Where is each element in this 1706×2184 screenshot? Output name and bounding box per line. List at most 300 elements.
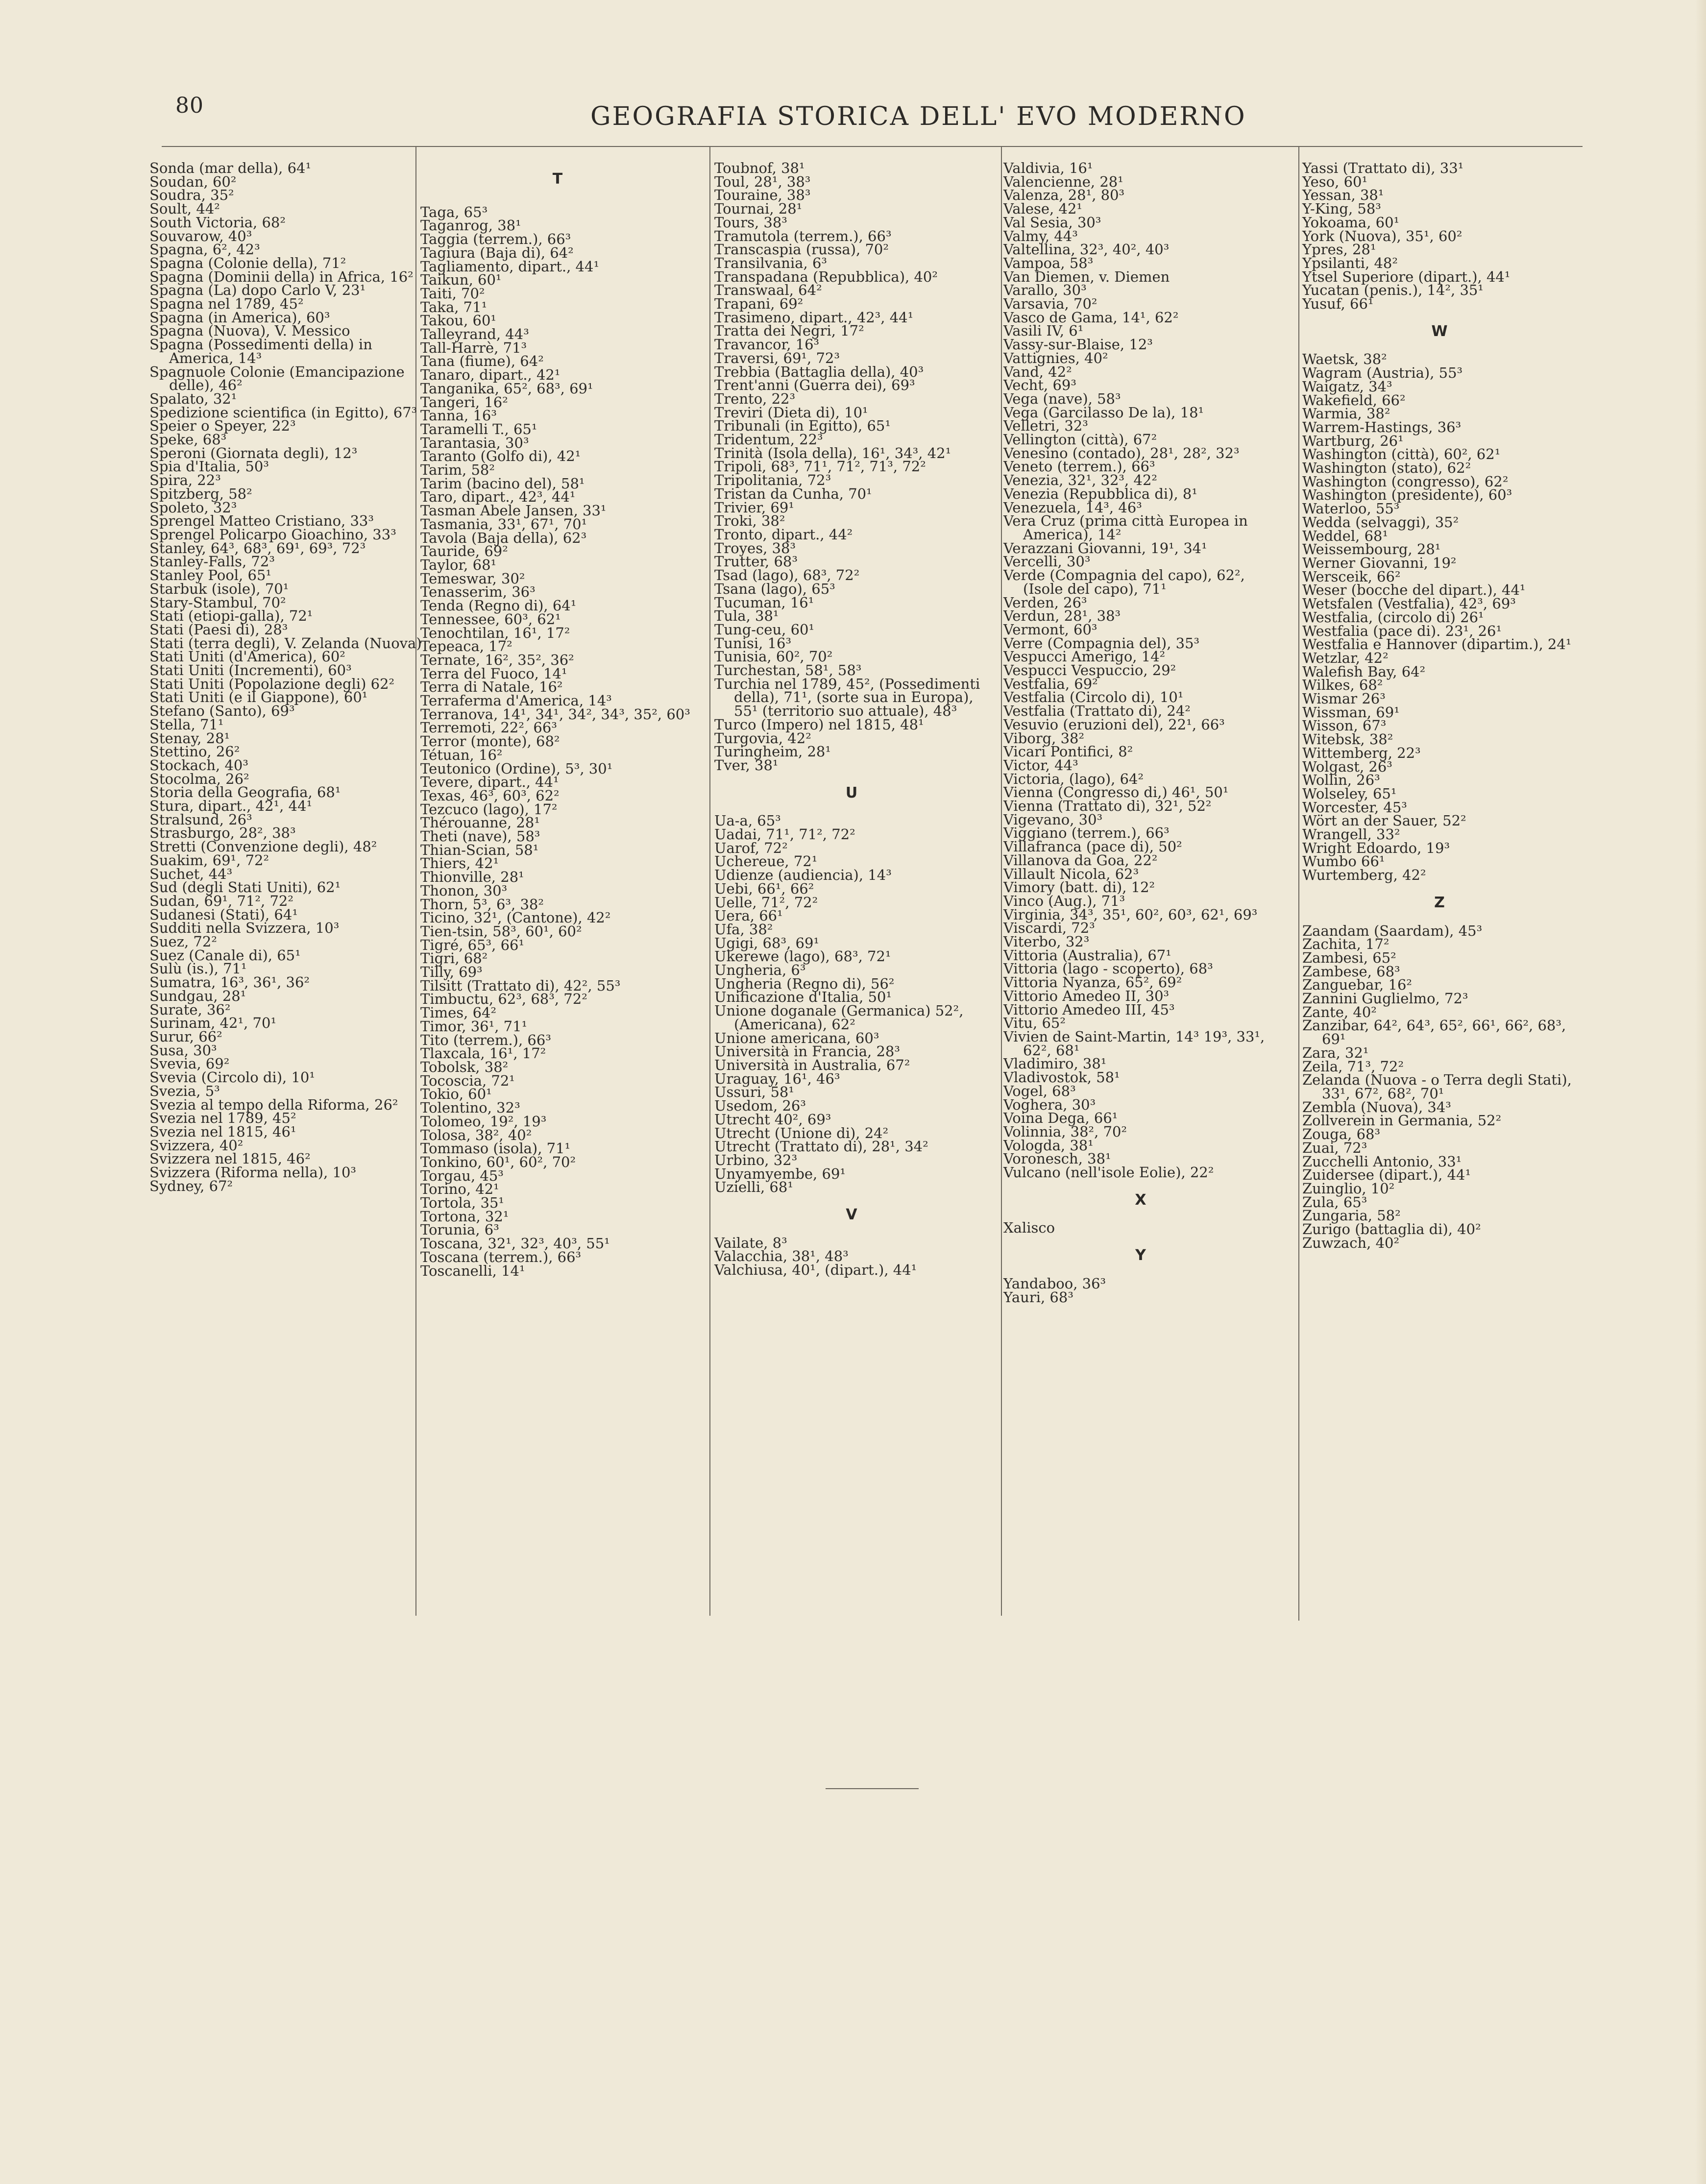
index-entry: Tepeaca, 17²	[420, 638, 512, 655]
index-entry: Zollverein in Germania, 52²	[1302, 1112, 1502, 1129]
index-entry: Virginia, 34³, 35¹, 60², 60³, 62¹, 69³	[1003, 906, 1258, 923]
index-entry: Ungheria, 6³	[714, 962, 806, 979]
index-entry: Tolomeo, 19², 19³	[420, 1113, 547, 1130]
index-entry: Stanley, 64³, 68³, 69¹, 69³, 72³	[149, 539, 366, 557]
index-entry: Vesuvio (eruzioni del), 22¹, 66³	[1003, 716, 1225, 733]
index-entry: Toul, 28¹, 38³	[714, 173, 811, 190]
index-entry: Trivier, 69¹	[714, 499, 794, 516]
index-entry: Vecht, 69³	[1003, 377, 1076, 394]
index-entry: Y-King, 58³	[1302, 200, 1381, 218]
index-entry: Westfalia e Hannover (dipartim.), 24¹	[1302, 636, 1572, 653]
index-entry: Zembla (Nuova), 34³	[1302, 1098, 1451, 1116]
bottom-rule	[826, 1788, 919, 1789]
index-entry: Troki, 38²	[714, 512, 785, 530]
index-entry: Yusuf, 66¹	[1302, 295, 1374, 313]
index-entry: Taggia (terrem.), 66³	[420, 231, 571, 248]
index-entry: Timor, 36¹, 71¹	[420, 1018, 528, 1035]
index-entry: Vittorio Amedeo III, 45³	[1003, 1001, 1175, 1018]
index-entry: Trapani, 69²	[714, 295, 804, 313]
index-entry: Sud (degli Stati Uniti), 62¹	[149, 879, 341, 896]
index-entry: Villault Nicola, 62³	[1003, 865, 1139, 882]
index-entry: Takou, 60¹	[420, 312, 497, 329]
index-entry: Vittoria Nyanza, 65², 69²	[1003, 974, 1182, 991]
index-entry: Vladimiro, 38¹	[1003, 1055, 1107, 1072]
index-entry: Stralsund, 26³	[149, 811, 252, 828]
index-entry: Università in Australia, 67²	[714, 1057, 910, 1073]
index-entry: Zara, 32¹	[1302, 1044, 1369, 1061]
index-entry: Wört an der Sauer, 52²	[1302, 812, 1466, 829]
index-entry: Wetsfalen (Vestfalia), 42³, 69³	[1302, 595, 1516, 612]
section-letter: T	[552, 170, 563, 188]
index-entry: Vattignies, 40²	[1003, 349, 1108, 366]
index-entry: Warrem-Hastings, 36³	[1302, 418, 1462, 436]
index-entry: Tokio, 60¹	[420, 1086, 492, 1103]
index-entry: Zanguebar, 16²	[1302, 976, 1413, 994]
index-entry: Villafranca (pace di), 50²	[1003, 838, 1182, 855]
index-entry: Troyes, 38³	[714, 539, 796, 557]
index-entry: Sudanesi (Stati), 64¹	[149, 906, 298, 923]
index-entry: Tevere, dipart., 44¹	[420, 774, 559, 791]
index-entry: Tarantasia, 30³	[420, 434, 529, 451]
index-entry: Università in Francia, 28³	[714, 1043, 901, 1060]
index-entry: Zucchelli Antonio, 33¹	[1302, 1153, 1462, 1170]
index-entry: Wollin, 26³	[1302, 772, 1380, 789]
index-entry: Weser (bocche del dipart.), 44¹	[1302, 582, 1526, 599]
index-entry: Spira, 22³	[149, 472, 221, 489]
index-entry: Veneto (terrem.), 66³	[1003, 458, 1155, 475]
index-entry: Tratta dei Negri, 17²	[714, 322, 864, 340]
index-entry: Speroni (Giornata degli), 12³	[149, 444, 358, 461]
index-entry: Ytsel Superiore (dipart.), 44¹	[1302, 268, 1511, 285]
index-entry: Uraguay, 16¹, 46³	[714, 1070, 840, 1087]
index-entry: Tana (fiume), 64²	[420, 353, 544, 370]
index-entry: Toscana (terrem.), 66³	[420, 1248, 582, 1265]
index-entry: Victor, 44³	[1003, 756, 1078, 774]
index-entry: Valencienne, 28¹	[1003, 173, 1123, 190]
index-entry: Tenochtilan, 16¹, 17²	[420, 624, 570, 641]
index-entry: Yessan, 38¹	[1302, 187, 1384, 204]
index-entry: Teutonico (Ordine), 5³, 30¹	[420, 760, 613, 777]
index-entry: Ua-a, 65³	[714, 812, 781, 829]
index-entry: Suchet, 44³	[149, 865, 233, 882]
index-entry: Ukerewe (lago), 68³, 72¹	[714, 948, 891, 965]
index-entry: Vimory (batt. di), 12²	[1003, 879, 1155, 896]
index-entry: Yauri, 68³	[1003, 1288, 1073, 1306]
index-entry: Stettino, 26²	[149, 743, 240, 760]
index-entry: Uera, 66¹	[714, 907, 783, 924]
index-entry: Stockach, 40³	[149, 756, 248, 774]
index-entry: Zaandam (Saardam), 45³	[1302, 922, 1483, 939]
index-entry: Varallo, 30³	[1003, 282, 1087, 299]
index-entry: Soudan, 60²	[149, 173, 237, 190]
index-entry: Urbino, 32³	[714, 1151, 798, 1168]
index-entry: Valchiusa, 40¹, (dipart.), 44¹	[714, 1262, 917, 1279]
index-entry: Zurigo (battaglia di), 40²	[1302, 1221, 1481, 1238]
index-entry: Spoleto, 32³	[149, 499, 237, 516]
index-entry: Spagna (Possedimenti della) in America, 14³	[149, 336, 372, 366]
index-entry: Vera Cruz (prima città Europea in America), 14²	[1003, 512, 1248, 543]
index-entry: Stanley Pool, 65¹	[149, 567, 272, 584]
index-entry: Venesino (contado), 28¹, 28², 32³	[1003, 444, 1240, 461]
index-entry: Uarof, 72²	[714, 839, 788, 856]
index-column-1	[149, 162, 424, 1193]
index-entry: Victoria, (lago), 64²	[1003, 770, 1144, 787]
index-entry: Soudra, 35²	[149, 187, 234, 204]
index-entry: Tanaro, dipart., 42¹	[420, 366, 561, 384]
index-entry: Torgau, 45³	[420, 1167, 504, 1184]
index-entry: Svezia, 5³	[149, 1082, 220, 1099]
index-entry: Ugigi, 68³, 69¹	[714, 934, 820, 951]
index-entry: Tennessee, 60³, 62¹	[420, 610, 561, 628]
index-entry: Thiers, 42¹	[420, 855, 499, 872]
index-entry: Zula, 65³	[1302, 1193, 1367, 1211]
index-entry: Varsavia, 70²	[1003, 295, 1097, 313]
index-entry: Stati Uniti (Incrementi), 60³	[149, 662, 352, 679]
index-entry: Tommaso (isola), 71¹	[420, 1140, 571, 1157]
index-entry: Travancor, 16³	[714, 336, 820, 353]
index-entry: Speke, 68³	[149, 431, 227, 448]
index-entry: Tenasserim, 36³	[420, 583, 536, 601]
index-entry: Trasimeno, dipart., 42³, 44¹	[714, 309, 914, 326]
index-entry: Tsad (lago), 68³, 72²	[714, 567, 860, 584]
index-entry: Spagna nel 1789, 45²	[149, 295, 304, 313]
index-entry: Tripolitania, 72³	[714, 472, 831, 489]
index-entry: Zouga, 68³	[1302, 1126, 1381, 1143]
index-entry: Tronto, dipart., 44²	[714, 526, 853, 543]
index-entry: Turchestan, 58¹, 58³	[714, 662, 862, 679]
index-entry: Tangeri, 16²	[420, 393, 508, 411]
index-entry: Waetsk, 38²	[1302, 351, 1387, 368]
index-entry: Vicari Pontifici, 8²	[1003, 743, 1133, 760]
index-entry: Weddel, 68¹	[1302, 527, 1389, 544]
index-entry: Trebbia (Battaglia della), 40³	[714, 363, 924, 380]
index-entry: Thian-Scian, 58¹	[420, 841, 539, 858]
index-entry: Vasili IV, 6¹	[1003, 322, 1084, 340]
index-entry: Unyamyembe, 69¹	[714, 1165, 846, 1182]
index-entry: Sonda (mar della), 64¹	[149, 160, 312, 176]
index-entry: Sumatra, 16³, 36¹, 36²	[149, 974, 310, 991]
index-entry: Speier o Speyer, 22³	[149, 417, 296, 435]
index-entry: Vestfalia, 69²	[1003, 675, 1098, 692]
section-letter: U	[845, 784, 858, 801]
index-entry: Washington (presidente), 60³	[1302, 486, 1512, 504]
index-entry: Uebi, 66¹, 66²	[714, 880, 814, 897]
index-entry: Vologda, 38¹	[1003, 1137, 1094, 1154]
index-entry: Spalato, 32¹	[149, 390, 237, 407]
index-entry: Taikun, 60¹	[420, 271, 502, 289]
index-entry: Toscanelli, 14¹	[420, 1262, 525, 1279]
index-entry: Utrecht (Trattato di), 28¹, 34²	[714, 1138, 928, 1155]
index-entry: Uzielli, 68¹	[714, 1179, 793, 1196]
index-entry: Tournai, 28¹	[714, 200, 803, 218]
index-entry: Tours, 38³	[714, 214, 787, 231]
index-entry: Udienze (audiencia), 14³	[714, 867, 892, 884]
index-entry: Verdun, 28¹, 38³	[1003, 607, 1121, 625]
index-entry: Ypres, 28¹	[1302, 241, 1376, 258]
index-entry: Transilvania, 6³	[714, 254, 828, 271]
index-entry: Surur, 66²	[149, 1028, 222, 1045]
index-entry: Viscardi, 72³	[1003, 920, 1095, 937]
index-entry: Tauride, 69²	[420, 543, 508, 560]
index-entry: Ypsilanti, 48²	[1302, 254, 1398, 271]
index-column-2	[420, 162, 695, 1278]
index-entry: Taylor, 68¹	[420, 556, 497, 573]
column-divider	[1298, 146, 1299, 1621]
index-entry: Taka, 71¹	[420, 298, 487, 315]
section-letter: W	[1431, 322, 1448, 340]
index-entry: Warmia, 38²	[1302, 405, 1390, 422]
index-entry: Tagliamento, dipart., 44¹	[420, 258, 600, 275]
index-entry: Surate, 36²	[149, 1001, 231, 1018]
index-entry: Valdivia, 16¹	[1003, 160, 1093, 176]
index-entry: Terror (monte), 68²	[420, 733, 560, 750]
index-entry: Stretti (Convenzione degli), 48²	[149, 838, 377, 855]
index-entry: Torino, 42¹	[420, 1181, 499, 1198]
index-entry: Vampoa, 58³	[1003, 254, 1094, 271]
index-entry: Utrecht 40², 69³	[714, 1111, 831, 1128]
index-entry: Surinam, 42¹, 70¹	[149, 1015, 277, 1032]
index-entry: Thionville, 28¹	[420, 869, 524, 886]
index-entry: Tlaxcala, 16¹, 17²	[420, 1045, 546, 1062]
index-entry: Suez, 72²	[149, 933, 217, 950]
index-entry: Svizzera (Riforma nella), 10³	[149, 1164, 357, 1181]
index-entry: Vittoria (Australia), 67¹	[1003, 946, 1171, 964]
index-entry: Touraine, 38³	[714, 187, 811, 204]
index-entry: Vespucci Amerigo, 14²	[1003, 648, 1166, 665]
index-column-4	[1003, 162, 1278, 1304]
index-entry: Trent'anni (Guerra dei), 69³	[714, 377, 915, 394]
index-entry: Transwaal, 64²	[714, 282, 822, 299]
index-entry: Terranova, 14¹, 34¹, 34², 34³, 35², 60³	[420, 705, 690, 723]
index-entry: Verde (Compagnia del capo), 62², (Isole del capo), 71¹	[1003, 567, 1245, 597]
index-entry: Tula, 38¹	[714, 607, 779, 625]
section-letter: Y	[1135, 1247, 1146, 1264]
index-entry: Walefish Bay, 64²	[1302, 663, 1426, 680]
index-entry: Strasburgo, 28², 38³	[149, 825, 296, 842]
index-entry: Tavola (Baja della), 62³	[420, 529, 587, 546]
index-entry: Ussuri, 58¹	[714, 1084, 794, 1101]
index-entry: Timbuctu, 62³, 68³, 72²	[420, 991, 587, 1008]
index-entry: Vogel, 68³	[1003, 1082, 1076, 1099]
index-entry: Souvarow, 40³	[149, 227, 252, 244]
index-entry: Yokoama, 60¹	[1302, 214, 1400, 231]
index-entry: Vercelli, 30³	[1003, 553, 1091, 570]
index-entry: Tigri, 68²	[420, 950, 488, 967]
index-column-5	[1302, 162, 1577, 1250]
index-entry: Vassy-sur-Blaise, 12³	[1003, 336, 1153, 353]
index-entry: Washington (congresso), 62²	[1302, 473, 1509, 490]
index-entry: Stocolma, 26²	[149, 770, 249, 787]
index-entry: Zeila, 71³, 72²	[1302, 1058, 1404, 1075]
index-entry: Traversi, 69¹, 72³	[714, 349, 840, 366]
index-entry: Svizzera nel 1815, 46²	[149, 1150, 311, 1167]
index-entry: Taga, 65³	[420, 203, 488, 220]
index-entry: Sprengel Policarpo Gioachino, 33³	[149, 526, 396, 543]
index-entry: Westfalia (pace di). 23¹, 26¹	[1302, 622, 1502, 639]
index-entry: Stati Uniti (d'America), 60²	[149, 648, 345, 665]
index-entry: Svizzera, 40²	[149, 1137, 244, 1154]
index-entry: Vailate, 8³	[714, 1234, 787, 1251]
index-entry: Sudditi nella Svizzera, 10³	[149, 920, 340, 937]
index-entry: Vinco (Aug.), 71³	[1003, 892, 1125, 909]
index-entry: Washington (stato), 62²	[1302, 460, 1471, 477]
index-entry: Zuwzach, 40²	[1302, 1234, 1400, 1251]
index-entry: Tortola, 35¹	[420, 1194, 505, 1212]
index-entry: Spagna (in America), 60³	[149, 309, 330, 326]
index-entry: Valenza, 28¹, 80³	[1003, 187, 1125, 204]
index-entry: Sydney, 67²	[149, 1177, 233, 1194]
index-entry: Verazzani Giovanni, 19¹, 34¹	[1003, 539, 1207, 557]
index-entry: Utrecht (Unione di), 24²	[714, 1124, 889, 1141]
index-entry: Velletri, 32³	[1003, 417, 1088, 435]
index-entry: Wright Edoardo, 19³	[1302, 839, 1450, 856]
index-entry: Vestfalia (Trattato di), 24²	[1003, 703, 1191, 720]
index-entry: Wetzlar, 42²	[1302, 649, 1389, 666]
index-entry: Times, 64²	[420, 1004, 497, 1021]
index-entry: Wagram (Austria), 55³	[1302, 364, 1463, 382]
index-entry: Tolosa, 38², 40²	[420, 1126, 532, 1143]
index-entry: Stati Uniti (Popolazione degli) 62²	[149, 675, 395, 692]
index-entry: Tver, 38¹	[714, 756, 779, 774]
index-entry: Transpadana (Repubblica), 40²	[714, 268, 938, 285]
index-entry: Usedom, 26³	[714, 1097, 806, 1115]
index-entry: Tarim (bacino del), 58¹	[420, 475, 585, 492]
index-entry: Suez (Canale di), 65¹	[149, 946, 301, 964]
index-entry: Tortona, 32¹	[420, 1208, 509, 1225]
index-entry: Tilsitt (Trattato di), 42², 55³	[420, 977, 621, 994]
index-entry: Toscana, 32¹, 32³, 40³, 55¹	[420, 1235, 610, 1252]
index-entry: Vega (Garcilasso De la), 18¹	[1003, 404, 1204, 421]
index-entry: Zambesi, 65²	[1302, 949, 1396, 966]
index-entry: Xalisco	[1003, 1219, 1055, 1237]
index-entry: Wedda (selvaggi), 35²	[1302, 513, 1459, 531]
index-entry: Stella, 71¹	[149, 716, 224, 733]
index-entry: Stary-Stambul, 70²	[149, 594, 286, 611]
index-entry: Trutter, 68³	[714, 553, 798, 570]
index-entry: Thonon, 30³	[420, 882, 508, 899]
index-entry: Werner Giovanni, 19²	[1302, 554, 1457, 571]
index-entry: Zuai, 72³	[1302, 1139, 1367, 1156]
index-entry: Vestfalia (Circolo di), 10¹	[1003, 689, 1184, 706]
index-entry: Tucuman, 16¹	[714, 594, 814, 611]
index-entry: Ungheria (Regno di), 56²	[714, 975, 895, 992]
index-entry: Voghera, 30³	[1003, 1096, 1096, 1113]
column-divider	[709, 146, 710, 1616]
index-entry: Wittemberg, 22³	[1302, 744, 1421, 761]
index-entry: Thérouanne, 28¹	[420, 814, 540, 831]
index-entry: Thorn, 5³, 6³, 38²	[420, 896, 544, 913]
index-entry: Tall-Harrè, 71³	[420, 339, 527, 356]
index-entry: Tenda (Regno di), 64¹	[420, 597, 577, 614]
index-entry: Svevia, 69²	[149, 1055, 230, 1072]
index-entry: Tung-ceu, 60¹	[714, 621, 815, 638]
index-entry: Uadai, 71¹, 71², 72²	[714, 826, 855, 843]
index-entry: Tanganika, 65², 68³, 69¹	[420, 380, 593, 397]
index-entry: Wakefield, 66²	[1302, 391, 1406, 409]
index-entry: Vittoria (lago - scoperto), 68³	[1003, 960, 1213, 977]
index-entry: Worcester, 45³	[1302, 799, 1407, 816]
index-entry: Tezcuco (lago), 17²	[420, 801, 558, 818]
index-entry: Turgovia, 42²	[714, 729, 811, 747]
index-entry: Wersceik, 66²	[1302, 568, 1401, 585]
index-entry: Texas, 46³, 60³, 62²	[420, 787, 560, 804]
index-entry: Tonkino, 60¹, 60², 70²	[420, 1153, 576, 1170]
index-entry: Zachita, 17²	[1302, 936, 1389, 953]
index-entry: Tito (terrem.), 66³	[420, 1031, 551, 1048]
index-entry: Toubnof, 38¹	[714, 160, 805, 176]
index-entry: Washington (città), 60², 62¹	[1302, 446, 1501, 463]
index-entry: Voronesch, 38¹	[1003, 1150, 1111, 1167]
index-entry: Valese, 42¹	[1003, 200, 1083, 218]
index-entry: Tripoli, 68³, 71¹, 71², 71³, 72²	[714, 458, 926, 475]
index-entry: Terra del Fuoco, 14¹	[420, 665, 567, 682]
index-entry: Vermont, 60³	[1003, 621, 1097, 638]
index-entry: Volinnia, 38², 70²	[1003, 1123, 1127, 1140]
index-entry: Tétuan, 16²	[420, 746, 503, 763]
index-entry: Wumbo 66¹	[1302, 853, 1385, 870]
index-entry: Vega (nave), 58³	[1003, 390, 1121, 407]
index-entry: Spagna (Dominii della) in Africa, 16²	[149, 268, 414, 285]
index-entry: Tristan da Cunha, 70¹	[714, 485, 872, 502]
index-entry: Vulcano (nell'isole Eolie), 22²	[1003, 1164, 1214, 1181]
index-entry: Tramutola (terrem.), 66³	[714, 227, 892, 244]
index-entry: Spagna (Colonie della), 71²	[149, 254, 346, 271]
index-entry: Wrangell, 33²	[1302, 826, 1400, 843]
index-entry: Vladivostok, 58¹	[1003, 1069, 1120, 1086]
index-entry: Taramelli T., 65¹	[420, 420, 537, 437]
index-entry: Tanna, 16³	[420, 407, 497, 424]
index-entry: Turco (Impero) nel 1815, 48¹	[714, 716, 924, 733]
index-entry: Spitzberg, 58²	[149, 485, 252, 502]
index-entry: Spagna (Nuova), V. Messico	[149, 322, 350, 340]
index-entry: Terra di Natale, 16²	[420, 679, 563, 696]
index-entry: Unione americana, 60³	[714, 1029, 879, 1046]
index-entry: Turchia nel 1789, 45², (Possedimenti della), 71¹, (sorte sua in Europa), 55¹ (territorio suo attuale), 48³	[714, 675, 980, 720]
section-letter: Z	[1434, 894, 1445, 911]
index-entry: Viterbo, 32³	[1003, 933, 1090, 950]
index-entry: Tagiura (Baja di), 64²	[420, 244, 574, 261]
index-entry: Tarim, 58²	[420, 461, 495, 479]
index-entry: Wismar 26³	[1302, 690, 1386, 707]
index-entry: Weissembourg, 28¹	[1302, 541, 1441, 558]
index-entry: Trento, 22³	[714, 390, 796, 407]
index-entry: Trinità (Isola della), 16¹, 34³, 42¹	[714, 444, 951, 461]
index-entry: Zannini Guglielmo, 72³	[1302, 990, 1468, 1007]
index-entry: Zambese, 68³	[1302, 963, 1400, 980]
index-entry: Wartburg, 26¹	[1302, 432, 1404, 449]
column-divider	[1001, 146, 1002, 1616]
index-entry: Unione doganale (Germanica) 52², (Americana), 62²	[714, 1002, 964, 1033]
index-entry: Uchereue, 72¹	[714, 853, 818, 870]
index-entry: Venezia, 32¹, 32³, 42²	[1003, 472, 1158, 489]
index-entry: Wolgast, 26³	[1302, 758, 1392, 775]
index-entry: Tunisi, 16³	[714, 634, 792, 652]
index-entry: Viborg, 38²	[1003, 729, 1085, 747]
index-entry: Taganrog, 38¹	[420, 217, 521, 234]
index-entry: Stenay, 28¹	[149, 729, 230, 747]
index-entry: Zuidersee (dipart.), 44¹	[1302, 1166, 1471, 1184]
index-entry: Westfalia, (circolo di) 26¹	[1302, 608, 1484, 626]
index-entry: Stati Uniti (e il Giappone), 60¹	[149, 689, 368, 706]
index-entry: Talleyrand, 44³	[420, 326, 529, 343]
index-entry: Van Diemen, v. Diemen	[1003, 268, 1170, 285]
index-entry: Storia della Geografia, 68¹	[149, 784, 341, 801]
index-entry: Sundgau, 28¹	[149, 987, 246, 1004]
index-entry: Sudan, 69¹, 71², 72²	[149, 892, 293, 909]
index-entry: Ufa, 38²	[714, 921, 773, 938]
index-entry: Transcaspia (russa), 70²	[714, 241, 889, 258]
index-entry: Susa, 30³	[149, 1042, 217, 1059]
